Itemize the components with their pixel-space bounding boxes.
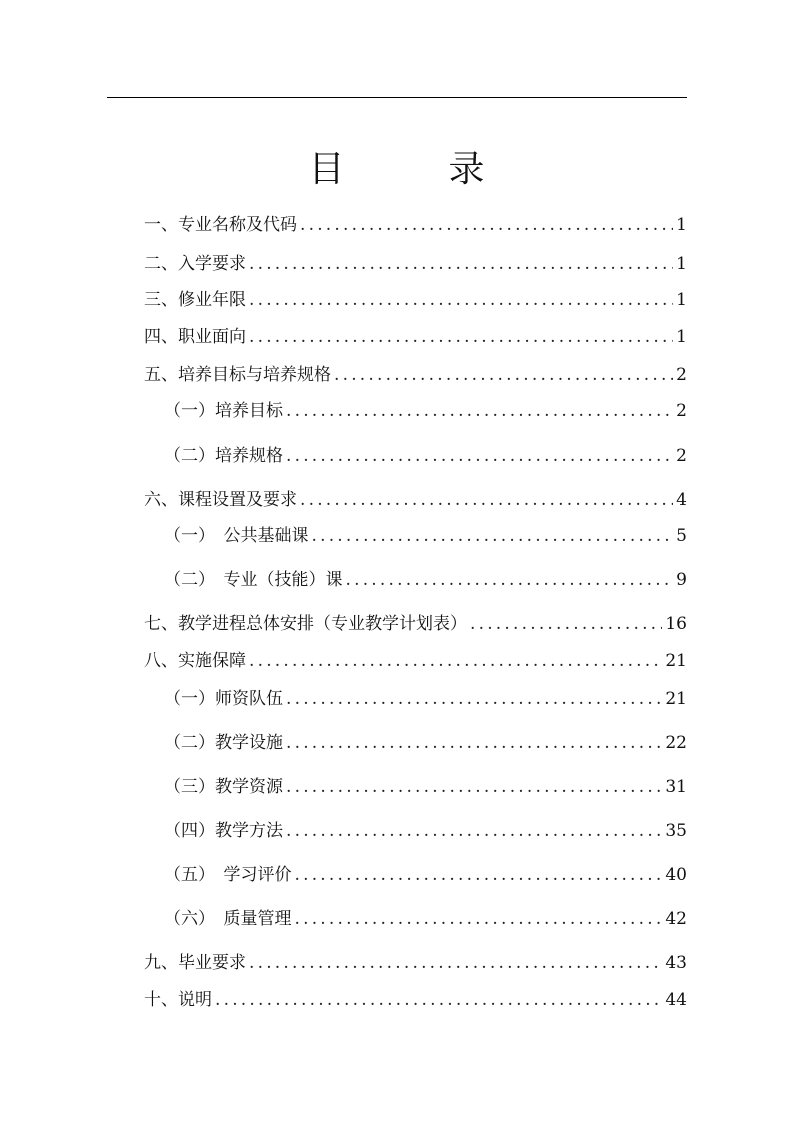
toc-entry-5[interactable] (144, 363, 687, 387)
toc-entry-10[interactable] (144, 988, 687, 1012)
toc-entry-5-2[interactable] (164, 444, 687, 468)
toc-leader-dots (470, 612, 662, 636)
toc-entry-label: （二）教学设施 (164, 733, 283, 753)
toc-leader-dots (286, 731, 662, 755)
toc-entry-label: 四、职业面向 (144, 327, 246, 347)
toc-entry-6[interactable] (144, 488, 687, 512)
toc-entry-page: 43 (665, 953, 687, 973)
toc-entry-label: （三）教学资源 (164, 777, 283, 797)
toc-entry-label: （五） 学习评价 (164, 865, 292, 885)
toc-leader-dots (249, 951, 662, 975)
toc-leader-dots (249, 252, 673, 276)
toc-entry-page: 35 (665, 821, 687, 841)
toc-entry-label: 六、课程设置及要求 (144, 490, 297, 510)
toc-entry-page: 4 (676, 490, 687, 510)
toc-entry-page: 9 (676, 570, 687, 590)
toc-leader-dots (295, 907, 663, 931)
toc-entry-2[interactable] (144, 252, 687, 276)
toc-entry-6-1[interactable] (164, 524, 687, 548)
toc-entry-6-2[interactable] (164, 568, 687, 592)
toc-entry-label: 三、修业年限 (144, 290, 246, 310)
toc-entry-8-4[interactable] (164, 819, 687, 843)
toc-leader-dots (286, 819, 662, 843)
toc-entry-page: 2 (676, 401, 687, 421)
toc-leader-dots (300, 213, 673, 237)
toc-entry-8[interactable] (144, 649, 687, 673)
toc-entry-page: 31 (665, 777, 687, 797)
toc-entry-page: 21 (665, 651, 687, 671)
toc-entry-page: 22 (665, 733, 687, 753)
toc-entry-page: 2 (676, 446, 687, 466)
toc-leader-dots (295, 863, 663, 887)
toc-entry-label: 十、说明 (144, 990, 212, 1010)
toc-entry-8-2[interactable] (164, 731, 687, 755)
toc-leader-dots (334, 363, 673, 387)
toc-entry-label: 二、入学要求 (144, 254, 246, 274)
toc-entry-page: 40 (665, 865, 687, 885)
toc-entry-5-1[interactable] (164, 399, 687, 423)
toc-entry-9[interactable] (144, 951, 687, 975)
toc-leader-dots (346, 568, 674, 592)
toc-entry-page: 16 (665, 614, 687, 634)
toc-leader-dots (249, 649, 662, 673)
toc-entry-page: 2 (676, 365, 687, 385)
toc-entry-label: 八、实施保障 (144, 651, 246, 671)
toc-entry-8-3[interactable] (164, 775, 687, 799)
toc-leader-dots (215, 988, 662, 1012)
toc-entry-label: 七、教学进程总体安排（专业教学计划表） (144, 614, 467, 634)
toc-entry-page: 42 (665, 909, 687, 929)
toc-leader-dots (312, 524, 674, 548)
toc-leader-dots (286, 399, 673, 423)
toc-entry-8-5[interactable] (164, 863, 687, 887)
toc-title: 目 录 (308, 149, 519, 190)
toc-entry-label: （二）培养规格 (164, 446, 283, 466)
toc-entry-label: （二） 专业（技能）课 (164, 570, 343, 590)
header-rule (107, 97, 687, 98)
toc-entry-8-1[interactable] (164, 687, 687, 711)
toc-entry-7[interactable] (144, 612, 687, 636)
toc-entry-label: 一、专业名称及代码 (144, 215, 297, 235)
toc-leader-dots (249, 325, 673, 349)
toc-entry-page: 44 (665, 990, 687, 1010)
toc-entry-label: （四）教学方法 (164, 821, 283, 841)
toc-entry-page: 1 (676, 215, 687, 235)
toc-entry-label: （六） 质量管理 (164, 909, 292, 929)
toc-leader-dots (249, 288, 673, 312)
toc-entry-page: 1 (676, 327, 687, 347)
toc-entry-page: 21 (665, 689, 687, 709)
toc-entry-1[interactable] (144, 213, 687, 237)
toc-entry-label: 九、毕业要求 (144, 953, 246, 973)
toc-entry-3[interactable] (144, 288, 687, 312)
toc-entry-label: （一） 公共基础课 (164, 526, 309, 546)
toc-entry-label: 五、培养目标与培养规格 (144, 365, 331, 385)
toc-entry-label: （一）培养目标 (164, 401, 283, 421)
toc-entry-page: 5 (676, 526, 687, 546)
toc-leader-dots (286, 687, 662, 711)
toc-entry-label: （一）师资队伍 (164, 689, 283, 709)
toc-entry-page: 1 (676, 254, 687, 274)
toc-entry-8-6[interactable] (164, 907, 687, 931)
toc-leader-dots (286, 775, 662, 799)
toc-entry-4[interactable] (144, 325, 687, 349)
toc-leader-dots (300, 488, 673, 512)
toc-entry-page: 1 (676, 290, 687, 310)
toc-leader-dots (286, 444, 673, 468)
